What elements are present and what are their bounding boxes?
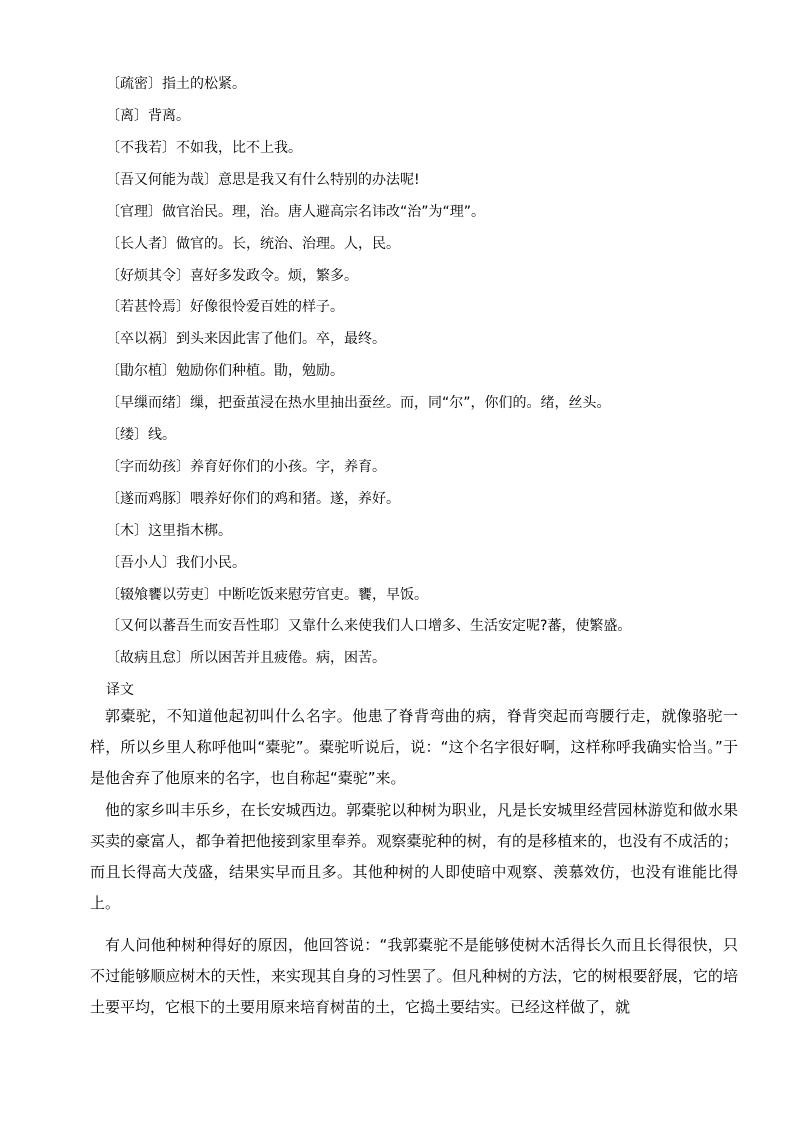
annotation-line: 〔好烦其令〕喜好多发政令。烦，繁多。 — [106, 268, 358, 284]
translation-paragraph: 他的家乡叫丰乐乡，在长安城西边。郭橐驼以种树为职业，凡是长安城里经营园林游览和做水果买卖的豪富人，都争着把他接到家里奉养。观察橐驼种的树，有的是移植来的，也没有不成活的；而且长得高大茂盛，结果实早而且多。其他种树的人即使暗中观察、羡慕效仿，也没有谁能比得上。 — [90, 801, 738, 912]
annotation-line: 〔勖尔植〕勉励你们种植。勖，勉励。 — [106, 363, 344, 379]
translation-heading: 译文 — [106, 682, 134, 698]
annotation-line: 〔卒以祸〕到头来因此害了他们。卒，最终。 — [106, 331, 386, 347]
translation-paragraph: 有人问他种树种得好的原因，他回答说：“我郭橐驼不是能够使树木活得长久而且长得很快，只不过能够顺应树木的天性，来实现其自身的习性罢了。但凡种树的方法，它的树根要舒展，它的培土要平均，它根下的土要用原来培育树苗的土，它捣土要结实。已经这样做了，就 — [90, 936, 738, 1016]
annotation-line: 〔又何以蕃吾生而安吾性耶〕又靠什么来使我们人口增多、生活安定呢?蕃，使繁盛。 — [106, 618, 632, 634]
annotation-line: 〔不我若〕不如我，比不上我。 — [106, 140, 302, 156]
annotation-line: 〔吾小人〕我们小民。 — [106, 555, 246, 571]
annotation-line: 〔吾又何能为哉〕意思是我又有什么特别的办法呢! — [106, 172, 420, 188]
annotation-line: 〔缕〕线。 — [106, 427, 176, 443]
annotation-line: 〔若甚怜焉〕好像很怜爱百姓的样子。 — [106, 299, 344, 315]
annotation-line: 〔字而幼孩〕养育好你们的小孩。字，养育。 — [106, 459, 386, 475]
annotation-line: 〔早缫而绪〕缫，把蚕茧浸在热水里抽出蚕丝。而，同“尔”，你们的。绪，丝头。 — [106, 395, 611, 411]
annotation-line: 〔故病且怠〕所以困苦并且疲倦。病，困苦。 — [106, 650, 386, 666]
translation-paragraph: 郭橐驼，不知道他起初叫什么名字。他患了脊背弯曲的病，脊背突起而弯腰行走，就像骆驼一样，所以乡里人称呼他叫“橐驼”。橐驼听说后，说：“这个名字很好啊，这样称呼我确实恰当。”于是他舍弃了他原来的名字，也自称起“橐驼”来。 — [90, 707, 738, 787]
annotation-line: 〔木〕这里指木梆。 — [106, 523, 232, 539]
annotation-line: 〔辍飧饔以劳吏〕中断吃饭来慰劳官吏。饔，早饭。 — [106, 587, 428, 603]
annotation-line: 〔离〕背离。 — [106, 108, 190, 124]
annotation-line: 〔疏密〕指土的松紧。 — [106, 76, 246, 92]
annotation-line: 〔官理〕做官治民。理，治。唐人避高宗名讳改“治”为“理”。 — [106, 204, 486, 220]
annotation-line: 〔遂而鸡豚〕喂养好你们的鸡和猪。遂，养好。 — [106, 491, 400, 507]
annotation-line: 〔长人者〕做官的。长，统治、治理。人，民。 — [106, 236, 400, 252]
